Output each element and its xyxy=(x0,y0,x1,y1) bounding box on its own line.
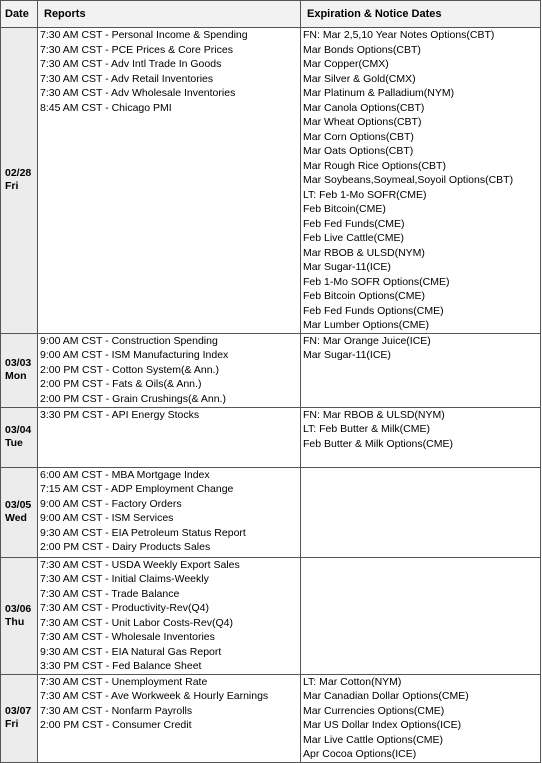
report-item: 6:00 AM CST - MBA Mortgage Index xyxy=(40,468,210,481)
date-label: 02/28 xyxy=(5,167,32,180)
report-item: 7:30 AM CST - Adv Retail Inventories xyxy=(40,72,214,85)
day-row xyxy=(1,333,541,407)
date-label: 03/07 xyxy=(5,705,32,717)
report-item: 7:30 AM CST - Adv Wholesale Inventories xyxy=(40,87,236,99)
expiration-item: Mar Wheat Options(CBT) xyxy=(303,116,422,128)
report-item: 2:00 PM CST - Cotton System(& Ann.) xyxy=(40,363,219,376)
day-row xyxy=(1,674,541,762)
report-item: 9:00 AM CST - Construction Spending xyxy=(40,334,218,347)
report-item: 7:30 AM CST - Adv Intl Trade In Goods xyxy=(40,58,222,70)
expiration-item: Mar Corn Options(CBT) xyxy=(303,130,414,143)
expirations-cell xyxy=(301,557,541,674)
reports-cell xyxy=(38,674,301,762)
report-item: 7:30 AM CST - USDA Weekly Export Sales xyxy=(40,558,240,571)
header-reports: Reports xyxy=(38,1,301,28)
report-item: 7:30 AM CST - Productivity-Rev(Q4) xyxy=(40,602,210,614)
date-cell xyxy=(1,674,38,762)
date-cell xyxy=(1,407,38,467)
reports-cell xyxy=(38,557,301,674)
calendar-body xyxy=(1,28,541,763)
expirations-cell xyxy=(301,407,541,467)
weekday-label: Thu xyxy=(5,615,25,628)
reports-cell xyxy=(38,407,301,467)
date-label: 03/03 xyxy=(5,357,32,369)
day-row xyxy=(1,467,541,557)
expiration-item: Feb Bitcoin(CME) xyxy=(303,203,386,215)
expiration-item: LT: Feb 1-Mo SOFR(CME) xyxy=(303,188,427,201)
expiration-item: Mar Copper(CMX) xyxy=(303,58,389,70)
day-row xyxy=(1,407,541,467)
report-item: 7:30 AM CST - Nonfarm Payrolls xyxy=(40,704,193,717)
expiration-item: Mar Currencies Options(CME) xyxy=(303,704,445,717)
report-item: 7:30 AM CST - Ave Workweek & Hourly Earnings xyxy=(40,690,269,702)
expirations-cell xyxy=(301,333,541,407)
date-label: 03/05 xyxy=(5,499,32,511)
report-item: 2:00 PM CST - Dairy Products Sales xyxy=(40,541,211,553)
report-item: 2:00 PM CST - Grain Crushings(& Ann.) xyxy=(40,392,226,405)
expiration-item: Mar Live Cattle Options(CME) xyxy=(303,733,444,746)
weekday-label: Wed xyxy=(5,512,27,524)
day-row xyxy=(1,28,541,334)
weekday-label: Fri xyxy=(5,718,19,730)
expiration-item: Feb Fed Funds Options(CME) xyxy=(303,304,444,317)
date-label: 03/04 xyxy=(5,424,32,436)
weekday-label: Tue xyxy=(5,437,23,449)
expiration-item: Feb 1-Mo SOFR Options(CME) xyxy=(303,275,450,288)
report-item: 7:30 AM CST - Personal Income & Spending xyxy=(40,29,248,41)
expiration-item: Mar RBOB & ULSD(NYM) xyxy=(303,246,425,259)
header-expirations: Expiration & Notice Dates xyxy=(301,1,541,28)
day-row xyxy=(1,557,541,674)
report-item: 9:30 AM CST - EIA Petroleum Status Report xyxy=(40,526,246,539)
expiration-item: Mar Rough Rice Options(CBT) xyxy=(303,159,446,172)
reports-cell xyxy=(38,333,301,407)
reports-cell xyxy=(38,467,301,557)
expiration-item: Mar Platinum & Palladium(NYM) xyxy=(303,87,455,99)
report-item: 9:00 AM CST - Factory Orders xyxy=(40,497,182,510)
expiration-item: Mar Bonds Options(CBT) xyxy=(303,43,421,56)
expiration-item: Mar Oats Options(CBT) xyxy=(303,145,414,157)
report-item: 2:00 PM CST - Consumer Credit xyxy=(40,719,192,731)
report-item: 7:15 AM CST - ADP Employment Change xyxy=(40,483,234,495)
report-item: 7:30 AM CST - Unit Labor Costs-Rev(Q4) xyxy=(40,616,233,629)
report-item: 3:30 PM CST - Fed Balance Sheet xyxy=(40,660,202,672)
expiration-item: LT: Mar Cotton(NYM) xyxy=(303,675,402,688)
report-item: 2:00 PM CST - Fats & Oils(& Ann.) xyxy=(40,378,202,390)
weekday-label: Fri xyxy=(5,180,19,193)
report-item: 3:30 PM CST - API Energy Stocks xyxy=(40,408,200,421)
report-item: 9:00 AM CST - ISM Manufacturing Index xyxy=(40,349,229,361)
report-item: 7:30 AM CST - Trade Balance xyxy=(40,587,180,600)
expiration-item: FN: Mar Orange Juice(ICE) xyxy=(303,334,431,347)
reports-cell xyxy=(38,28,301,334)
expiration-item: FN: Mar RBOB & ULSD(NYM) xyxy=(303,408,445,421)
report-item: 9:30 AM CST - EIA Natural Gas Report xyxy=(40,645,222,658)
header-date: Date xyxy=(1,1,38,28)
date-label: 03/06 xyxy=(5,602,32,615)
expirations-cell xyxy=(301,674,541,762)
expiration-item: Mar Sugar-11(ICE) xyxy=(303,261,391,273)
report-item: 9:00 AM CST - ISM Services xyxy=(40,512,174,524)
expiration-item: Feb Live Cattle(CME) xyxy=(303,232,404,244)
expiration-item: Mar Lumber Options(CME) xyxy=(303,319,430,331)
report-item: 7:30 AM CST - PCE Prices & Core Prices xyxy=(40,43,233,56)
expirations-cell xyxy=(301,28,541,334)
date-cell xyxy=(1,467,38,557)
expiration-item: Feb Butter & Milk Options(CME) xyxy=(303,437,453,450)
expiration-item: Apr Cocoa Options(ICE) xyxy=(303,748,417,760)
expiration-item: Mar US Dollar Index Options(ICE) xyxy=(303,719,462,731)
report-item: 7:30 AM CST - Initial Claims-Weekly xyxy=(40,573,209,585)
expiration-item: Mar Silver & Gold(CMX) xyxy=(303,72,416,85)
report-item: 7:30 AM CST - Wholesale Inventories xyxy=(40,631,215,643)
date-cell xyxy=(1,557,38,674)
report-item: 8:45 AM CST - Chicago PMI xyxy=(40,101,172,114)
date-cell xyxy=(1,333,38,407)
expiration-item: Feb Fed Funds(CME) xyxy=(303,217,405,230)
expiration-item: Mar Canadian Dollar Options(CME) xyxy=(303,690,469,702)
expirations-cell xyxy=(301,467,541,557)
report-item: 7:30 AM CST - Unemployment Rate xyxy=(40,675,208,688)
expiration-item: FN: Mar 2,5,10 Year Notes Options(CBT) xyxy=(303,29,495,41)
weekday-label: Mon xyxy=(5,370,27,382)
expiration-item: Mar Soybeans,Soymeal,Soyoil Options(CBT) xyxy=(303,174,514,186)
date-cell xyxy=(1,28,38,334)
expiration-item: Mar Sugar-11(ICE) xyxy=(303,349,391,361)
expiration-item: Feb Bitcoin Options(CME) xyxy=(303,290,425,302)
expiration-item: LT: Feb Butter & Milk(CME) xyxy=(303,423,430,435)
header-row xyxy=(1,1,541,28)
expiration-item: Mar Canola Options(CBT) xyxy=(303,101,425,114)
